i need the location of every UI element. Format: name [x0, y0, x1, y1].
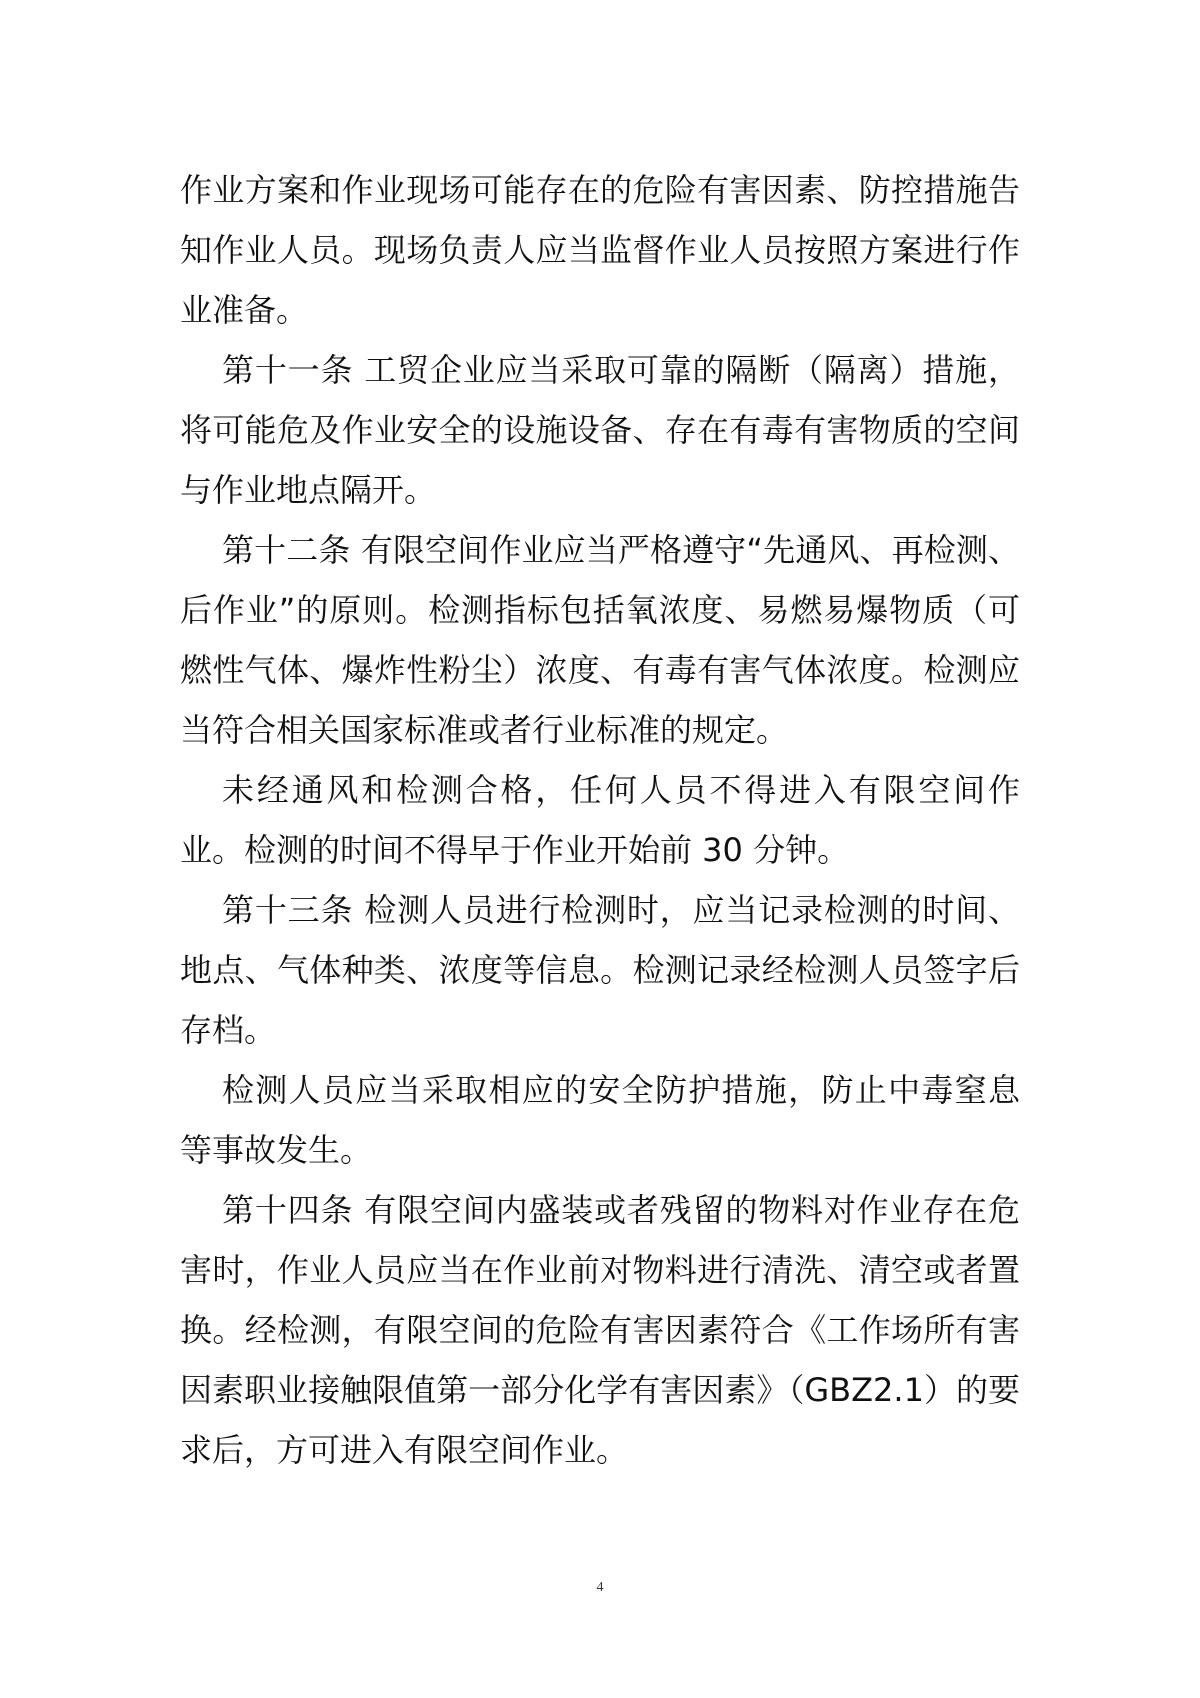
paragraph-article-11: 第十一条 工贸企业应当采取可靠的隔断（隔离）措施，将可能危及作业安全的设施设备、存在有毒有害物质的空间与作业地点隔开。 [180, 351, 1020, 509]
page-number: 4 [596, 1580, 604, 1595]
paragraph-continuation: 作业方案和作业现场可能存在的危险有害因素、防控措施告知作业人员。现场负责人应当监督作业人员按照方案进行作业准备。 [180, 171, 1020, 329]
paragraph-protection: 检测人员应当采取相应的安全防护措施，防止中毒窒息等事故发生。 [180, 1071, 1020, 1169]
paragraph-article-13: 第十三条 检测人员进行检测时，应当记录检测的时间、地点、气体种类、浓度等信息。检测记录经检测人员签字后存档。 [180, 891, 1020, 1049]
document-body [180, 160, 1020, 1480]
paragraph-article-14: 第十四条 有限空间内盛装或者残留的物料对作业存在危害时，作业人员应当在作业前对物料进行清洗、清空或者置换。经检测，有限空间的危险有害因素符合《工作场所有害因素职业接触限值第一部分化学有害因素》（GBZ2.1）的要求后，方可进入有限空间作业。 [180, 1191, 1020, 1469]
paragraph-article-12: 第十二条 有限空间作业应当严格遵守“先通风、再检测、后作业”的原则。检测指标包括氧浓度、易燃易爆物质（可燃性气体、爆炸性粉尘）浓度、有毒有害气体浓度。检测应当符合相关国家标准或者行业标准的规定。 [180, 531, 1020, 749]
paragraph-ventilation-rule: 未经通风和检测合格，任何人员不得进入有限空间作业。检测的时间不得早于作业开始前 30 分钟。 [180, 771, 1020, 869]
